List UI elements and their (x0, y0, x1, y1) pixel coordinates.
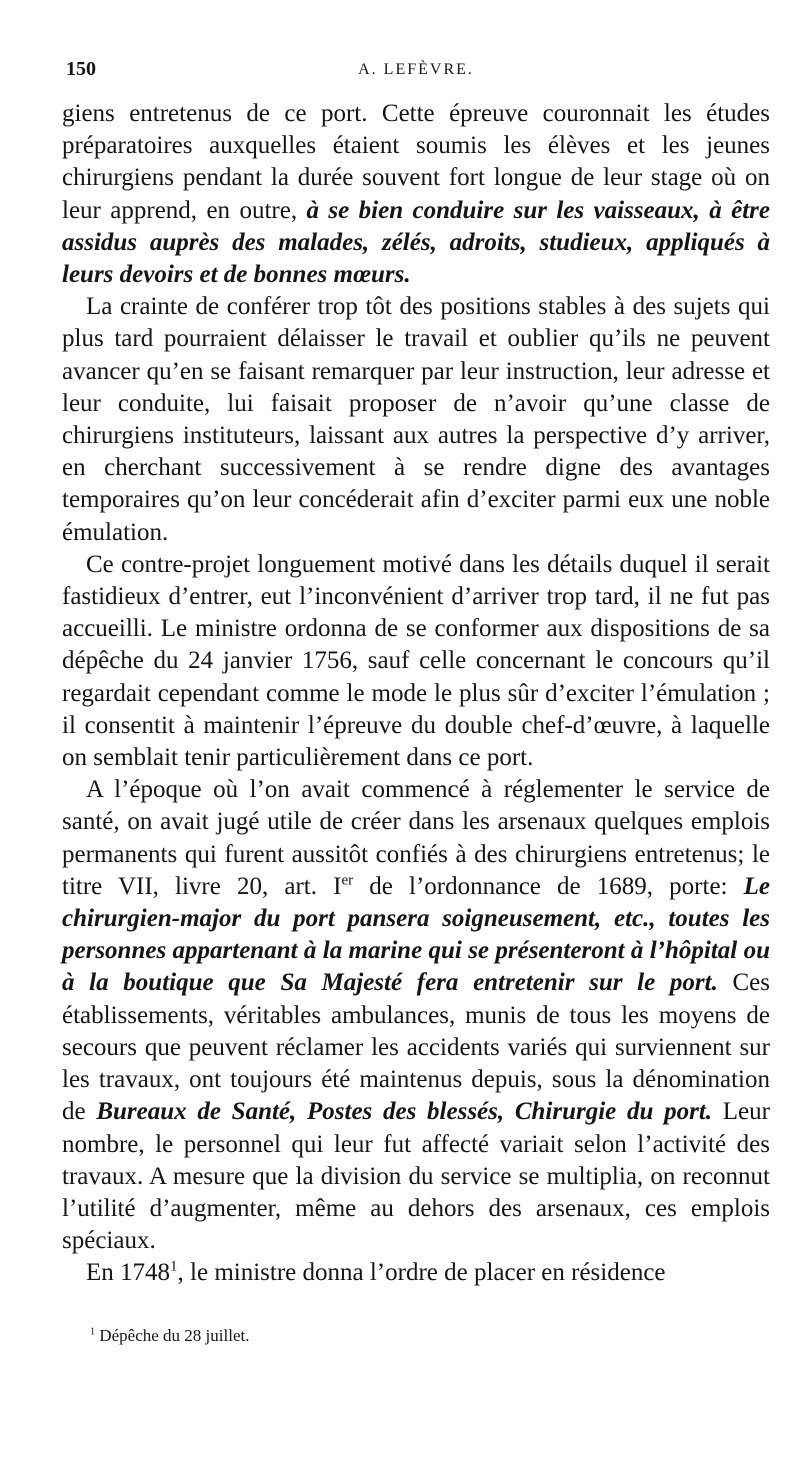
page-number: 150 (66, 58, 96, 80)
italic-run: Le chirurgien-major du port pansera soigneusement, etc., toutes les personnes appartenant à la marine qui se présenteront à l’hôpital ou à la boutique que Sa Majesté fera entretenir sur le port. (62, 872, 770, 997)
running-head: A. LEFÈVRE. (358, 61, 474, 78)
paragraph (62, 549, 770, 774)
page-header (66, 58, 766, 88)
superscript: 1 (170, 1258, 178, 1275)
body-text (62, 98, 770, 1290)
text-run: Ces établissements, véritables ambulances, munis de tous les moyens de secours que peuvent réclamer les accidents variés qui surviennent sur les travaux, ont toujours été maintenus depuis, sous la dénomination de (62, 969, 771, 1126)
text-run: de l’ordonnance de 1689, porte: (353, 872, 744, 900)
paragraph (62, 98, 770, 291)
paragraph (62, 291, 770, 549)
text-run: Leur nombre, le personnel qui leur fut affecté variait selon l’activité des travaux. A mesure que la division du service se multiplia, on reconnut l’utilité d’augmenter, même au dehors des arsenaux, ces emplois spéciaux. (62, 1098, 770, 1255)
text-run: , le ministre donna l’ordre de placer en résidence (177, 1259, 666, 1287)
paragraph (62, 774, 770, 1257)
text-run: En 1748 (86, 1259, 171, 1287)
text-run: giens entretenus de ce port. Cette épreuve couronnait les études préparatoires auxquelles étaient soumis les élèves et les jeunes chirurgiens pendant la durée souvent fort longue de leur stage où on leur apprend, en outre, (62, 100, 770, 224)
footnote (90, 1325, 690, 1347)
footnote-text: Dépêche du 28 juillet. (95, 1326, 250, 1345)
superscript: er (341, 872, 354, 889)
italic-run: à se bien conduire sur les vaisseaux, à être assidus auprès des malades, zélés, adroits, studieux, appliqués à leurs devoirs et de bonnes mœurs. (62, 196, 770, 289)
text-run: Ce contre-projet longuement motivé dans les détails duquel il serait fastidieux d’entrer, eut l’inconvénient d’arriver trop tard, il ne fut pas accueilli. Le ministre ordonna de se conformer aux dispositions de sa dépêche du 24 janvier 1756, sauf celle concernant le concours qu’il regardait cependant comme le mode le plus sûr d’exciter l’émulation ; il consentit à maintenir l’épreuve du double chef-d’œuvre, à laquelle on semblait tenir particulièrement dans ce port. (62, 550, 770, 772)
text-run: La crainte de conférer trop tôt des positions stables à des sujets qui plus tard pourraient délaisser le travail et oublier qu’ils ne peuvent avancer qu’en se faisant remarquer par leur instruction, leur adresse et leur conduite, lui faisait proposer de n’avoir qu’une classe de chirurgiens instituteurs, laissant aux autres la perspective d’y arriver, en cherchant successivement à se rendre digne des avantages temporaires qu’on leur concéderait afin d’exciter parmi eux une noble émulation. (62, 293, 770, 546)
footnote-marker: 1 (90, 1326, 96, 1338)
italic-run: Bureaux de Santé, Postes des blessés, Chirurgie du port. (96, 1098, 713, 1126)
paragraph (62, 1257, 770, 1289)
text-run: A l’époque où l’on avait commencé à réglementer le service de santé, on avait jugé utile de créer dans les arsenaux quelques emplois permanents qui furent aussitôt confiés à des chirurgiens entretenus; le titre VII, livre 20, art. I (62, 776, 770, 900)
